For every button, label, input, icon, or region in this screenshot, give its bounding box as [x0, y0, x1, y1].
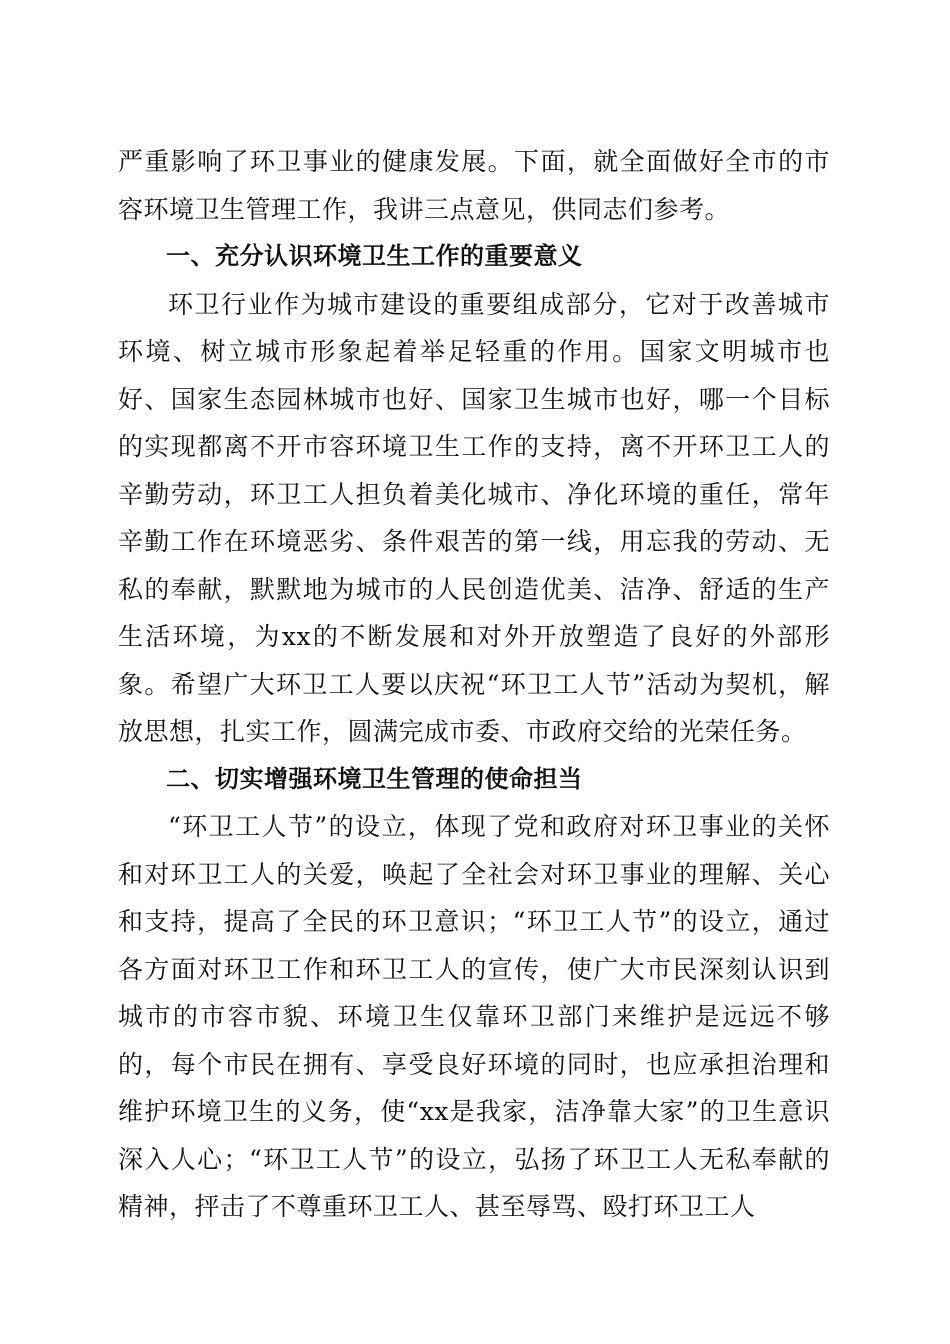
section-heading-1: 一、充分认识环境卫生工作的重要意义	[166, 242, 583, 270]
document-body	[118, 138, 830, 1231]
paragraph-2: “环卫工人节”的设立，体现了党和政府对环卫事业的关怀和对环卫工人的关爱，唤起了全社会对环卫事业的理解、关心和支持，提高了全民的环卫意识；“环卫工人节”的设立，通过各方面对环卫工作和环卫工人的宣传，使广大市民深刻认识到城市的市容市貌、环境卫生仅靠环卫部门来维护是远远不够的，每个市民在拥有、享受良好环境的同时，也应承担治理和维护环境卫生的义务，使“xx是我家，洁净靠大家”的卫生意识深入人心；“环卫工人节”的设立，弘扬了环卫工人无私奉献的精神，抨击了不尊重环卫工人、甚至辱骂、殴打环卫工人	[118, 812, 830, 1221]
section-heading-2: 二、切实增强环境卫生管理的使命担当	[166, 764, 583, 793]
paragraph-1: 环卫行业作为城市建设的重要组成部分，它对于改善城市环境、树立城市形象起着举足轻重的作用。国家文明城市也好、国家生态园林城市也好、国家卫生城市也好，哪一个目标的实现都离不开市容环境卫生工作的支持，离不开环卫工人的辛勤劳动，环卫工人担负着美化城市、净化环境的重任，常年辛勤工作在环境恶劣、条件艰苦的第一线，用忘我的劳动、无私的奉献，默默地为城市的人民创造优美、洁净、舒适的生产生活环境，为xx的不断发展和对外开放塑造了良好的外部形象。希望广大环卫工人要以庆祝“环卫工人节”活动为契机，解放思想，扎实工作，圆满完成市委、市政府交给的光荣任务。	[118, 289, 830, 746]
paragraph-continued: 严重影响了环卫事业的健康发展。下面，就全面做好全市的市容环境卫生管理工作，我讲三点意见，供同志们参考。	[118, 147, 830, 224]
